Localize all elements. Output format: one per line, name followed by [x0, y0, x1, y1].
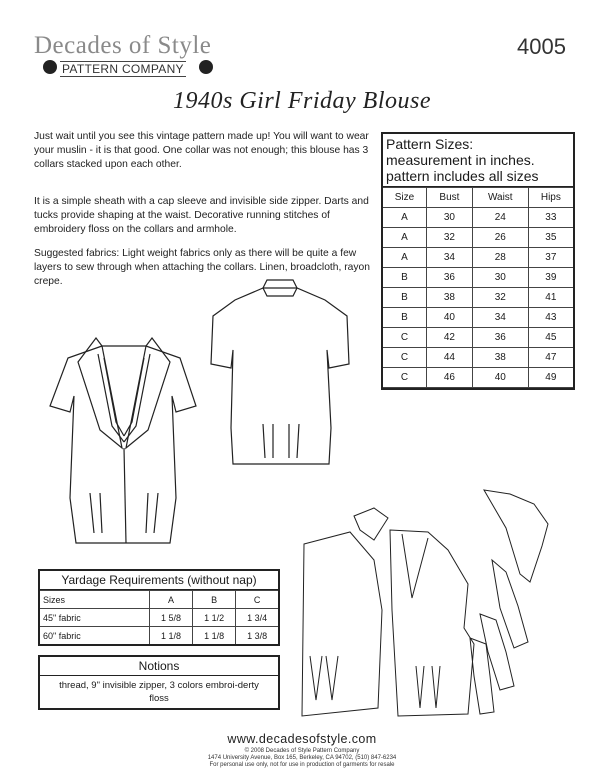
size-cell: 47 [528, 348, 573, 368]
size-cell: 49 [528, 368, 573, 388]
notions-text: thread, 9" invisible zipper, 3 colors embroi-derty floss [59, 680, 259, 704]
size-cell: 44 [427, 348, 473, 368]
yardage-cell: 1 3/8 [236, 627, 278, 645]
size-cell: A [383, 228, 427, 248]
table-row [383, 368, 573, 388]
pattern-piece-collar-1 [492, 560, 528, 648]
notions-title: Notions [40, 657, 278, 676]
front-dart-marks [416, 666, 440, 708]
size-cell: 37 [528, 248, 573, 268]
size-cell: 35 [528, 228, 573, 248]
size-cell: A [383, 208, 427, 228]
size-cell: 33 [528, 208, 573, 228]
yardage-cell: 45" fabric [40, 609, 149, 627]
size-cell: 32 [472, 288, 528, 308]
table-row [40, 609, 278, 627]
size-cell: 34 [472, 308, 528, 328]
size-cell: 24 [472, 208, 528, 228]
size-cell: B [383, 288, 427, 308]
column-header: Hips [528, 188, 573, 208]
yardage-cell: 1 1/2 [193, 609, 236, 627]
size-cell: 41 [528, 288, 573, 308]
footer-copyright: © 2008 Decades of Style Pattern Company [244, 748, 360, 754]
yardage-cell: 60" fabric [40, 627, 149, 645]
sizes-title: Pattern Sizes: [386, 136, 474, 152]
size-cell: C [383, 328, 427, 348]
size-cell: C [383, 368, 427, 388]
column-header: A [149, 591, 192, 609]
sizes-header-row [383, 188, 573, 208]
size-cell: 38 [427, 288, 473, 308]
yardage-cell: 1 3/4 [236, 609, 278, 627]
description-para-1: Just wait until you see this vintage pattern made up! You will want to wear your muslin - it is that good. One collar was not enough; this blouse has 3 collars stacked upon each other. [34, 131, 369, 170]
brand-company: PATTERN COMPANY [62, 62, 184, 76]
size-cell: 40 [427, 308, 473, 328]
table-row [383, 288, 573, 308]
blouse-front-body [50, 346, 196, 543]
size-cell: 46 [427, 368, 473, 388]
table-row [40, 627, 278, 645]
size-cell: 28 [472, 248, 528, 268]
size-cell: 30 [472, 268, 528, 288]
yardage-title: Yardage Requirements (without nap) [40, 571, 278, 590]
back-darts [263, 424, 299, 458]
size-cell: A [383, 248, 427, 268]
column-header: C [236, 591, 278, 609]
pattern-sizes-table [381, 132, 575, 390]
size-cell: B [383, 308, 427, 328]
size-cell: 36 [427, 268, 473, 288]
sizes-subtitle: measurement in inches. [386, 152, 535, 168]
column-header: Sizes [40, 591, 149, 609]
footer-url[interactable]: www.decadesofstyle.com [227, 732, 377, 746]
column-header: Waist [472, 188, 528, 208]
yardage-cell: 1 5/8 [149, 609, 192, 627]
center-front-line [124, 448, 126, 543]
table-row [383, 208, 573, 228]
blouse-back-body [211, 288, 349, 464]
column-header: Size [383, 188, 427, 208]
pattern-piece-collar-2 [480, 614, 514, 690]
size-cell: 32 [427, 228, 473, 248]
yardage-table [38, 569, 280, 646]
back-dart-marks [310, 656, 338, 700]
pattern-pieces-illustration [296, 488, 566, 720]
column-header: B [193, 591, 236, 609]
table-row [383, 228, 573, 248]
brand-name: Decades of Style [34, 32, 212, 59]
footer-address: 1474 University Avenue, Box 165, Berkeley, CA 94702, (510) 847-6234 [207, 755, 397, 761]
rose-icon [199, 60, 213, 74]
notions-box [38, 655, 280, 710]
yardage-cell: 1 1/8 [193, 627, 236, 645]
footer-disclaimer: For personal use only, not for use in production of garments for resale [209, 762, 395, 768]
table-row [383, 248, 573, 268]
size-cell: 38 [472, 348, 528, 368]
size-cell: 26 [472, 228, 528, 248]
blouse-front-illustration [40, 318, 210, 550]
size-cell: 45 [528, 328, 573, 348]
size-cell: 40 [472, 368, 528, 388]
sizes-table-header [383, 134, 573, 187]
pattern-piece-collar-small [354, 508, 388, 540]
page-title: 1940s Girl Friday Blouse [173, 88, 431, 114]
description-para-2: It is a simple sheath with a cap sleeve and invisible side zipper. Darts and tucks provide shaping at the waist. Decorative running stitches of embroidery floss on the collars and armhole. [34, 196, 369, 235]
yardage-header-row [40, 591, 278, 609]
size-cell: C [383, 348, 427, 368]
size-cell: B [383, 268, 427, 288]
front-darts [90, 493, 158, 533]
table-row [383, 328, 573, 348]
column-header: Bust [427, 188, 473, 208]
sizes-note: pattern includes all sizes [386, 168, 539, 184]
rose-icon [43, 60, 57, 74]
pattern-piece-front [390, 530, 474, 716]
table-row [383, 308, 573, 328]
yardage-cell: 1 1/8 [149, 627, 192, 645]
pattern-number: 4005 [517, 34, 566, 59]
size-cell: 30 [427, 208, 473, 228]
size-cell: 43 [528, 308, 573, 328]
table-row [383, 348, 573, 368]
blouse-back-illustration [205, 278, 355, 468]
front-neck-line [402, 534, 428, 598]
description-para-3: Suggested fabrics: Light weight fabrics only as there will be quite a few layers to sew through when attaching the collars. Linen, broadcloth, rayon crepe. [34, 248, 370, 287]
size-cell: 39 [528, 268, 573, 288]
size-cell: 36 [472, 328, 528, 348]
size-cell: 34 [427, 248, 473, 268]
size-cell: 42 [427, 328, 473, 348]
table-row [383, 268, 573, 288]
